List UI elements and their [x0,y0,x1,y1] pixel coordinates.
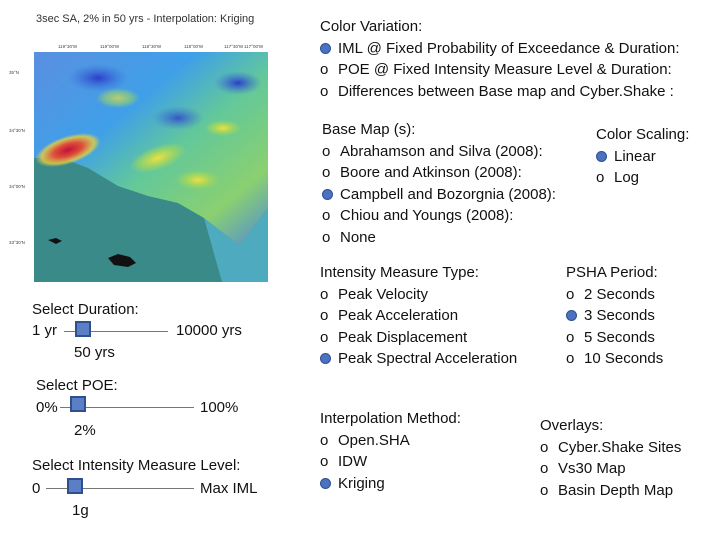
iml-min-label: 0 [32,480,41,497]
radio-icon[interactable]: o [322,228,331,246]
poe-min-label: 0% [36,399,58,416]
radio-icon[interactable]: o [320,453,329,470]
base-map-option[interactable]: o None [322,227,556,249]
poe-value: 2% [74,422,96,439]
lat-tick: 34°00'N [9,184,25,189]
psha-option[interactable]: o 10 Seconds [566,348,663,370]
hazard-map [8,8,270,286]
color-variation-heading: Color Variation: [320,18,423,35]
base-map-option-selected[interactable]: Campbell and Bozorgnia (2008): [322,184,556,206]
radio-icon[interactable]: o [566,285,575,303]
intensity-measure-group [320,262,517,370]
im-option[interactable]: o Peak Acceleration [320,305,517,327]
radio-icon[interactable]: o [566,350,575,367]
im-option[interactable]: o Peak Velocity [320,284,517,306]
selected-radio-icon[interactable] [320,478,331,489]
interp-option[interactable]: o IDW [320,451,461,473]
checkbox-icon[interactable]: o [540,460,549,477]
psha-period-heading: PSHA Period: [566,264,658,281]
overlay-option[interactable]: o Cyber.Shake Sites [540,437,681,459]
lon-tick: 117°30'W [224,44,244,49]
radio-icon[interactable]: o [322,164,331,181]
radio-icon[interactable]: o [320,328,329,346]
interpolation-heading: Interpolation Method: [320,410,461,427]
checkbox-icon[interactable]: o [540,481,549,499]
intensity-measure-heading: Intensity Measure Type: [320,264,479,281]
lon-tick: 117°00'W [244,44,264,49]
color-scaling-option-log[interactable]: o Log [596,167,689,189]
poe-max-label: 100% [200,399,239,416]
base-map-option[interactable]: o Chiou and Youngs (2008): [322,205,556,227]
duration-min-label: 1 yr [32,322,58,339]
radio-icon[interactable]: o [596,169,605,186]
color-scaling-option-linear[interactable]: Linear [596,146,689,168]
selected-radio-icon[interactable] [320,353,331,364]
lon-tick: 118°00'W [184,44,204,49]
checkbox-icon[interactable]: o [540,438,549,456]
psha-option[interactable]: o 2 Seconds [566,284,663,306]
base-map-option[interactable]: o Boore and Atkinson (2008): [322,162,556,184]
radio-icon[interactable]: o [320,285,329,303]
overlays-heading: Overlays: [540,417,604,434]
im-option[interactable]: o Peak Displacement [320,327,517,349]
interpolation-group [320,408,461,494]
color-variation-option-iml[interactable]: IML @ Fixed Probability of Exceedance & Duration: [320,38,680,60]
base-map-group [322,119,556,248]
poe-heading: Select POE: [36,377,118,394]
lat-tick: 34°30'N [9,128,25,133]
overlay-option[interactable]: o Basin Depth Map [540,480,681,502]
im-option-selected[interactable]: Peak Spectral Acceleration [320,348,517,370]
psha-period-group [566,262,663,370]
radio-icon[interactable]: o [566,328,575,346]
base-map-option[interactable]: o Abrahamson and Silva (2008): [322,141,556,163]
overlays-group [540,415,681,501]
radio-icon[interactable]: o [322,207,331,224]
lon-tick: 118°30'W [142,44,162,49]
duration-heading: Select Duration: [32,301,139,318]
iml-max-label: Max IML [200,480,258,497]
overlay-option[interactable]: o Vs30 Map [540,458,681,480]
selected-radio-icon[interactable] [320,43,331,54]
radio-icon[interactable]: o [322,142,331,160]
radio-icon[interactable]: o [320,82,329,100]
lat-tick: 33°30'N [9,240,25,245]
radio-icon[interactable]: o [320,61,329,78]
duration-value: 50 yrs [74,344,115,361]
duration-max-label: 10000 yrs [176,322,242,339]
lon-tick: 119°30'W [58,44,78,49]
interp-option[interactable]: o Open.SHA [320,430,461,452]
selected-radio-icon[interactable] [566,310,577,321]
color-scaling-group [596,124,689,189]
iml-slider-thumb[interactable] [67,478,83,494]
interp-option-selected[interactable]: Kriging [320,473,461,495]
selected-radio-icon[interactable] [322,189,333,200]
psha-option[interactable]: o 5 Seconds [566,327,663,349]
lon-tick: 119°00'W [100,44,120,49]
iml-heading: Select Intensity Measure Level: [32,457,241,474]
selected-radio-icon[interactable] [596,151,607,162]
radio-icon[interactable]: o [320,431,329,449]
poe-slider-thumb[interactable] [70,396,86,412]
psha-option-selected[interactable]: 3 Seconds [566,305,663,327]
map-title: 3sec SA, 2% in 50 yrs - Interpolation: Kriging [36,13,255,25]
hazard-map-image [8,8,270,286]
lat-tick: 35°N [9,70,20,75]
radio-icon[interactable]: o [320,307,329,324]
color-variation-option-poe[interactable]: o POE @ Fixed Intensity Measure Level & Duration: [320,59,680,81]
base-map-heading: Base Map (s): [322,121,416,138]
iml-value: 1g [72,502,89,519]
color-variation-option-diff[interactable]: o Differences between Base map and Cyber.Shake : [320,81,680,103]
color-scaling-heading: Color Scaling: [596,126,690,143]
duration-slider-thumb[interactable] [75,321,91,337]
color-variation-group [320,16,680,102]
